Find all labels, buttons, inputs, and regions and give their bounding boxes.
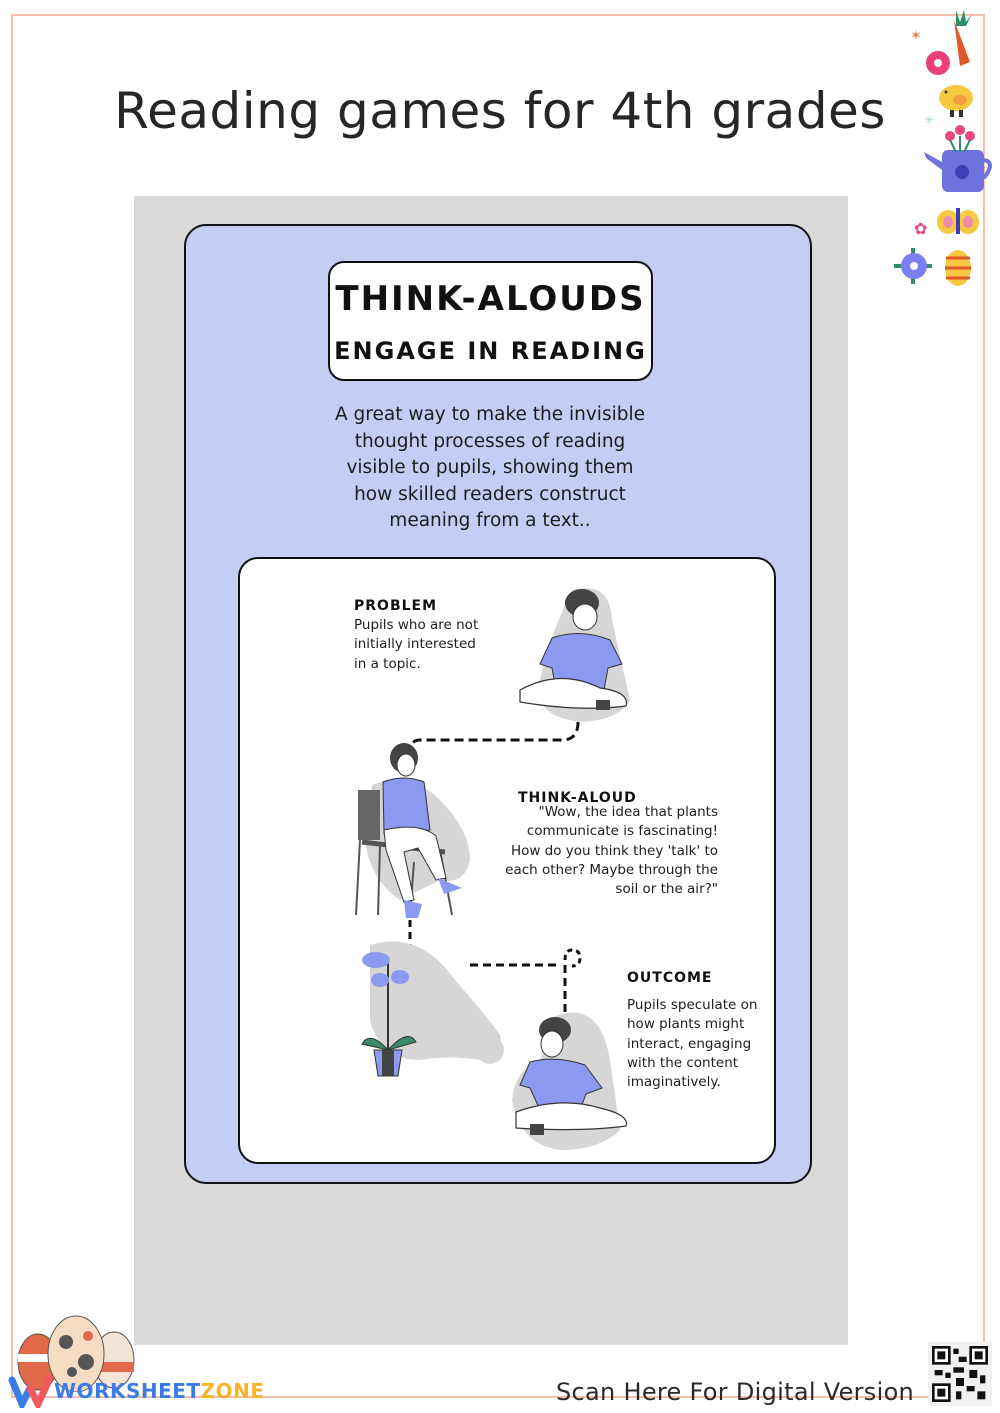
scan-text: Scan Here For Digital Version xyxy=(556,1378,915,1406)
flower-icon xyxy=(926,51,950,75)
text-line: "Wow, the idea that plants xyxy=(538,804,718,820)
text-line: in a topic. xyxy=(354,655,421,672)
text-line: imaginatively. xyxy=(627,1074,721,1091)
think-aloud-text xyxy=(492,803,718,899)
flower-small-icon xyxy=(914,219,927,238)
intro-line: visible to pupils, showing them xyxy=(346,457,634,478)
text-line: How do you think they 'talk' to xyxy=(510,842,718,859)
think-aloud-label: THINK-ALOUD xyxy=(518,790,637,806)
logo-w-icon xyxy=(8,1374,54,1408)
intro-line: A great way to make the invisible xyxy=(335,404,645,425)
worksheetzone-logo[interactable] xyxy=(8,1374,264,1408)
intro-line: how skilled readers construct xyxy=(354,483,626,505)
outcome-label: OUTCOME xyxy=(627,970,713,986)
page-title: Reading games for 4th grades xyxy=(114,82,886,140)
outcome-text xyxy=(627,996,777,1092)
watering-can-icon xyxy=(924,125,990,192)
easter-decorations xyxy=(880,0,1000,300)
text-line: communicate is fascinating! xyxy=(526,823,718,840)
think-aloud-section xyxy=(492,790,718,899)
svg-text:✳: ✳ xyxy=(924,113,935,127)
text-line: initially interested xyxy=(354,636,476,653)
butterfly-icon xyxy=(937,208,979,234)
intro-line: meaning from a text.. xyxy=(389,510,591,531)
outcome-section xyxy=(627,970,777,1092)
text-line: how plants might xyxy=(627,1016,745,1033)
text-line: soil or the air?" xyxy=(615,881,718,898)
logo-text-worksheet: WORKSHEET xyxy=(54,1379,201,1403)
star-icon xyxy=(910,28,922,44)
problem-section xyxy=(354,598,514,674)
carrot-icon xyxy=(954,10,972,66)
text-line: with the content xyxy=(627,1054,739,1071)
easter-egg-icon xyxy=(945,250,971,286)
chick-icon xyxy=(939,85,973,117)
qr-pattern xyxy=(932,1346,988,1402)
problem-text xyxy=(354,616,514,674)
text-line: Pupils speculate on xyxy=(627,997,758,1013)
svg-text:✿: ✿ xyxy=(914,219,928,238)
text-line: each other? Maybe through the xyxy=(505,861,718,878)
intro-line: thought processes of reading xyxy=(354,430,626,452)
qr-code-icon[interactable] xyxy=(928,1342,992,1406)
text-line: Pupils who are not xyxy=(354,617,479,633)
header-box xyxy=(328,261,653,381)
blue-flower-icon xyxy=(894,248,932,284)
header-subtitle: ENGAGE IN READING xyxy=(334,337,647,365)
svg-text:✶: ✶ xyxy=(910,28,922,44)
intro-text xyxy=(300,402,680,535)
sparkle-icon xyxy=(924,113,934,127)
problem-label: PROBLEM xyxy=(354,598,438,614)
header-title: THINK-ALOUDS xyxy=(335,279,646,319)
logo-text-zone: ZONE xyxy=(200,1379,265,1403)
text-line: interact, engaging xyxy=(627,1035,752,1052)
